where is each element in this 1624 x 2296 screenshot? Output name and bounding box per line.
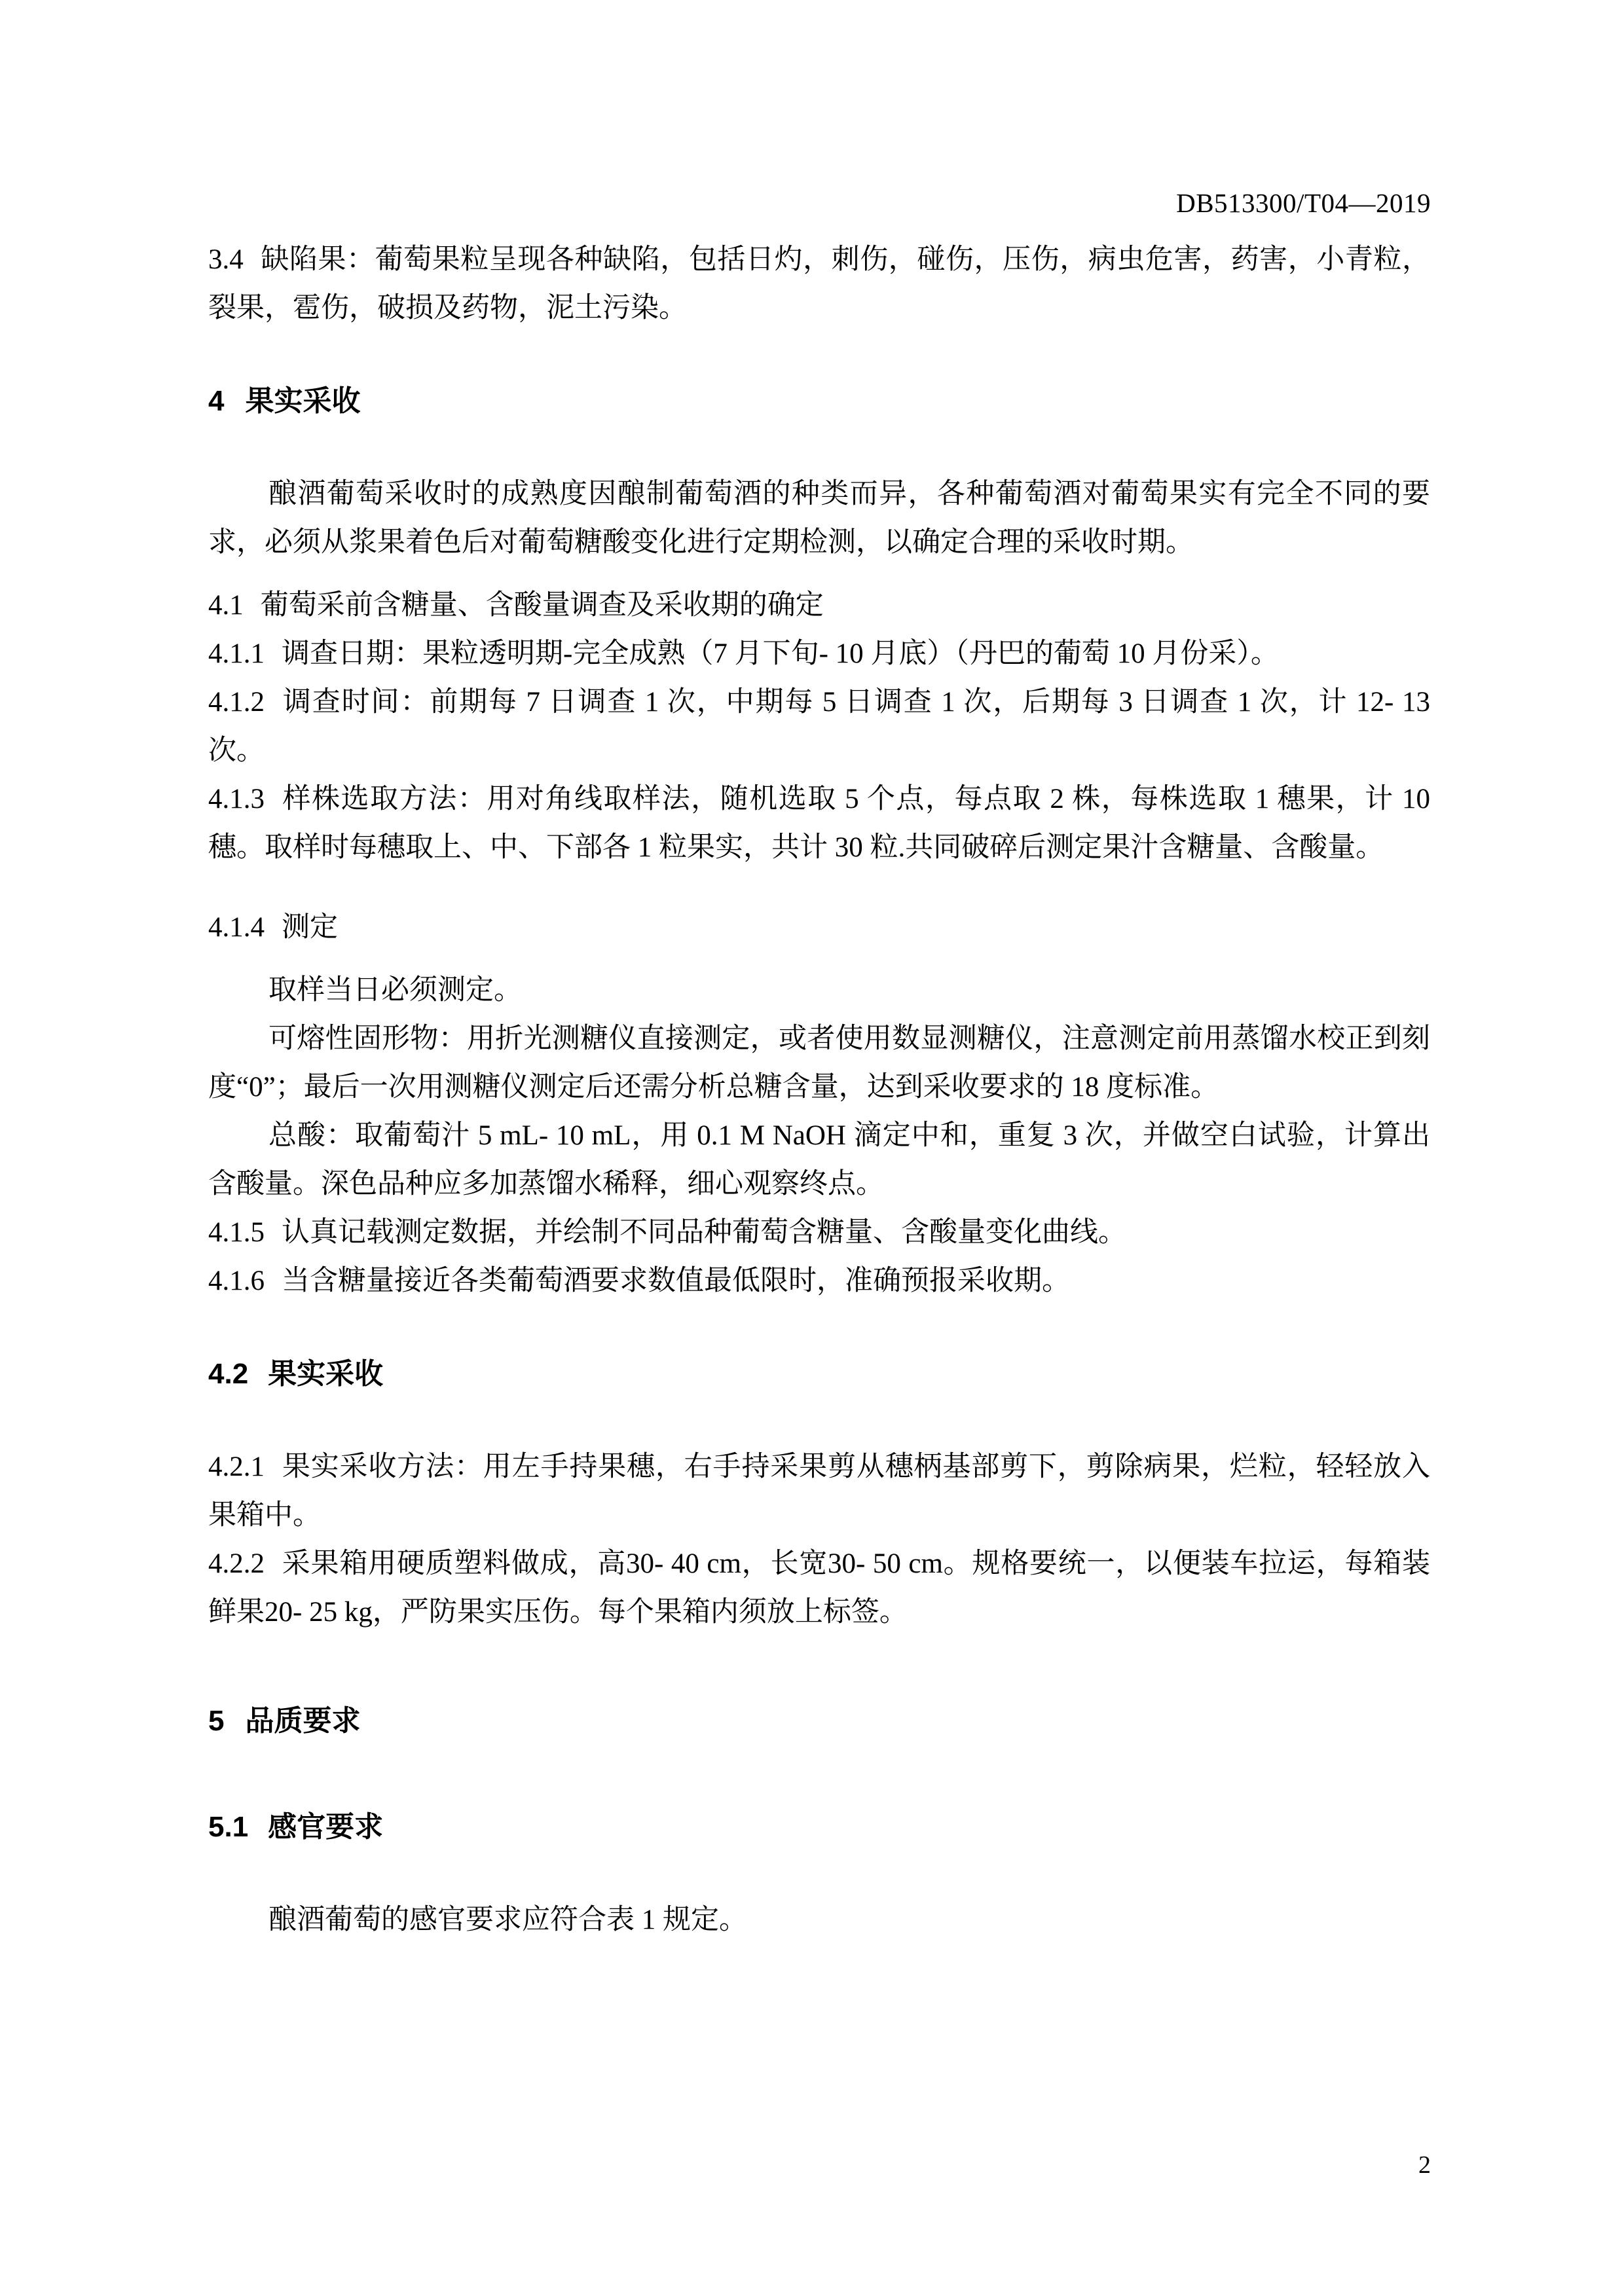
clause-4-1-5 <box>208 1209 1430 1257</box>
spacer <box>208 1849 1430 1896</box>
clause-4-1-5-number: 4.1.5 <box>208 1217 265 1248</box>
clause-4-1-3-number: 4.1.3 <box>208 784 265 814</box>
document-body <box>208 236 1430 1944</box>
spacer <box>208 333 1430 380</box>
clause-4-1-1-number: 4.1.1 <box>208 638 265 669</box>
page-footer <box>0 2151 1431 2179</box>
clause-4-1-4-para-1: 取样当日必须测定。 <box>268 975 522 1006</box>
clause-4-1-1-text: 调查日期：果粒透明期-完全成熟（7 月下旬- 10 月底）（丹巴的葡萄 10 月份采）。 <box>282 638 1279 669</box>
heading-clause-5-1-title: 感官要求 <box>268 1811 384 1843</box>
heading-clause-4-2-number: 4.2 <box>208 1358 249 1390</box>
clause-4-2-2 <box>208 1540 1430 1637</box>
heading-clause-5-1-number: 5.1 <box>208 1811 249 1843</box>
spacer <box>208 1743 1430 1806</box>
heading-clause-5-1 <box>208 1806 1430 1849</box>
page-number: 2 <box>1418 2151 1431 2179</box>
clause-4-1-4-para-2: 可熔性固形物：用折光测糖仪直接测定，或者使用数显测糖仪，注意测定前用蒸馏水校正到刻度“0”；最后一次用测糖仪测定后还需分析总糖含量，达到采收要求的 18 度标准。 <box>208 1023 1430 1102</box>
clause-4-2-2-number: 4.2.2 <box>208 1548 265 1579</box>
heading-section-5 <box>208 1700 1430 1743</box>
clause-4-1-number: 4.1 <box>208 590 244 621</box>
clause-4-2-2-text: 采果箱用硬质塑料做成，高30- 40 cm，长宽30- 50 cm。规格要统一，以便装车拉运，每箱装鲜果20- 25 kg，严防果实压伤。每个果箱内须放上标签。 <box>208 1548 1430 1628</box>
clause-4-1-2 <box>208 678 1430 775</box>
spacer <box>208 567 1430 581</box>
clause-4-1-6-text: 当含糖量接近各类葡萄酒要求数值最低限时，准确预报采收期。 <box>282 1266 1070 1296</box>
clause-4-1-title: 葡萄采前含糖量、含酸量调查及采收期的确定 <box>260 590 824 621</box>
heading-clause-4-2-title: 果实采收 <box>268 1358 384 1390</box>
spacer <box>208 872 1430 903</box>
clause-4-2-1-text: 果实采收方法：用左手持果穗，右手持采果剪从穗柄基部剪下，剪除病果，烂粒，轻轻放入果箱中。 <box>208 1451 1430 1531</box>
clause-4-1-6-number: 4.1.6 <box>208 1266 265 1296</box>
clause-4-1-3-text: 样株选取方法：用对角线取样法，随机选取 5 个点，每点取 2 株，每株选取 1 穗果，计 10 穗。取样时每穗取上、中、下部各 1 粒果实，共计 30 粒.共同破碎后测定果汁含糖量、含酸量。 <box>208 784 1430 863</box>
clause-4-1 <box>208 581 1430 630</box>
clause-4-1-5-text: 认真记载测定数据，并绘制不同品种葡萄含糖量、含酸量变化曲线。 <box>282 1217 1126 1248</box>
spacer <box>208 1637 1430 1700</box>
spacer <box>208 1305 1430 1353</box>
spacer <box>208 952 1430 966</box>
heading-section-4 <box>208 380 1430 423</box>
heading-section-5-title: 品质要求 <box>245 1705 361 1737</box>
clause-4-1-4 <box>208 903 1430 952</box>
spacer <box>208 423 1430 470</box>
section-4-intro: 酿酒葡萄采收时的成熟度因酿制葡萄酒的种类而异，各种葡萄酒对葡萄果实有完全不同的要求，必须从浆果着色后对葡萄糖酸变化进行定期检测，以确定合理的采收时期。 <box>208 479 1430 558</box>
heading-section-5-number: 5 <box>208 1705 225 1737</box>
standard-code: DB513300/T04—2019 <box>1176 188 1431 218</box>
clause-3-4-text: 缺陷果：葡萄果粒呈现各种缺陷，包括日灼，刺伤，碰伤，压伤，病虫危害，药害，小青粒，裂果，雹伤，破损及药物，泥土污染。 <box>208 244 1430 323</box>
clause-3-4 <box>208 236 1430 333</box>
clause-4-1-1 <box>208 630 1430 678</box>
clause-4-1-3 <box>208 775 1430 872</box>
heading-clause-4-2 <box>208 1353 1430 1396</box>
clause-4-2-1 <box>208 1443 1430 1540</box>
heading-section-4-number: 4 <box>208 385 225 417</box>
clause-4-1-4-number: 4.1.4 <box>208 912 265 943</box>
heading-section-4-title: 果实采收 <box>245 385 361 417</box>
clause-4-1-2-text: 调查时间：前期每 7 日调查 1 次，中期每 5 日调查 1 次，后期每 3 日调查 1 次，计 12- 13 次。 <box>208 687 1430 766</box>
clause-4-1-6 <box>208 1257 1430 1305</box>
clause-4-1-4-para-3: 总酸：取葡萄汁 5 mL- 10 mL，用 0.1 M NaOH 滴定中和，重复 3 次，并做空白试验，计算出含酸量。深色品种应多加蒸馏水稀释，细心观察终点。 <box>208 1120 1430 1199</box>
clause-4-1-2-number: 4.1.2 <box>208 687 265 718</box>
clause-5-1-text: 酿酒葡萄的感官要求应符合表 1 规定。 <box>268 1904 747 1935</box>
clause-4-2-1-number: 4.2.1 <box>208 1451 265 1482</box>
spacer <box>208 1396 1430 1443</box>
page-header <box>0 187 1431 219</box>
clause-4-1-4-title: 测定 <box>282 912 338 943</box>
clause-3-4-number: 3.4 <box>208 244 244 275</box>
